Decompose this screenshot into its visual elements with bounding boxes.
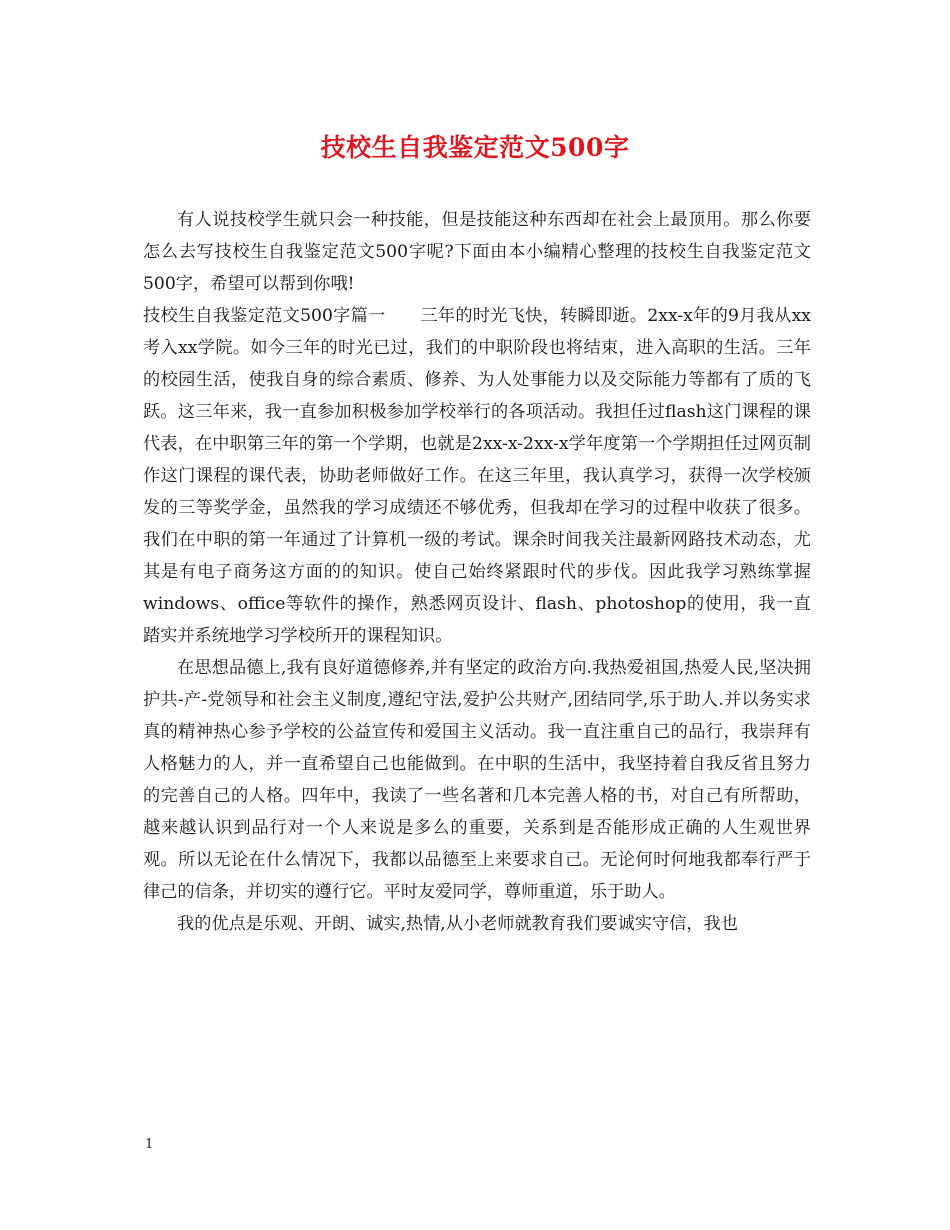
section-one-paragraph: 技校生自我鉴定范文500字篇一 三年的时光飞快，转瞬即逝。2xx-x年的9月我从xx考入xx学院。如今三年的时光已过，我们的中职阶段也将结束，进入高职的生活。三年的校园生活，使我自身的综合素质、修养、为人处事能力以及交际能力等都有了质的飞跃。这三年来，我一直参加积极参加学校举行的各项活动。我担任过flash这门课程的课代表，在中职第三年的第一个学期，也就是2xx-x-2xx-x学年度第一个学期担任过网页制作这门课程的课代表，协助老师做好工作。在这三年里，我认真学习，获得一次学校颁发的三等奖学金，虽然我的学习成绩还不够优秀，但我却在学习的过程中收获了很多。我们在中职的第一年通过了计算机一级的考试。课余时间我关注最新网路技术动态，尤其是有电子商务这方面的的知识。使自己始终紧跟时代的步伐。因此我学习熟练掌握windows、office等软件的操作，熟悉网页设计、flash、photoshop的使用，我一直踏实并系统地学习学校所开的课程知识。	[143, 306, 811, 646]
strengths-paragraph: 我的优点是乐观、开朗、诚实,热情,从小老师就教育我们要诚实守信，我也	[177, 914, 738, 934]
intro-paragraph: 有人说技校学生就只会一种技能，但是技能这种东西却在社会上最顶用。那么你要怎么去写技校生自我鉴定范文500字呢?下面由本小编精心整理的技校生自我鉴定范文500字，希望可以帮到你哦!	[143, 210, 811, 294]
document-title: 技校生自我鉴定范文500字	[320, 133, 630, 162]
page-number: 1	[145, 1137, 154, 1152]
moral-character-paragraph: 在思想品德上,我有良好道德修养,并有坚定的政治方向.我热爱祖国,热爱人民,坚决拥护共-产-党领导和社会主义制度,遵纪守法,爱护公共财产,团结同学,乐于助人.并以务实求真的精神热心参予学校的公益宣传和爱国主义活动。我一直注重自己的品行，我崇拜有人格魅力的人，并一直希望自己也能做到。在中职的生活中，我坚持着自我反省且努力的完善自己的人格。四年中，我读了一些名著和几本完善人格的书，对自己有所帮助，越来越认识到品行对一个人来说是多么的重要，关系到是否能形成正确的人生观世界观。所以无论在什么情况下，我都以品德至上来要求自己。无论何时何地我都奉行严于律己的信条，并切实的遵行它。平时友爱同学，尊师重道，乐于助人。	[143, 658, 811, 902]
document-body	[143, 204, 811, 940]
